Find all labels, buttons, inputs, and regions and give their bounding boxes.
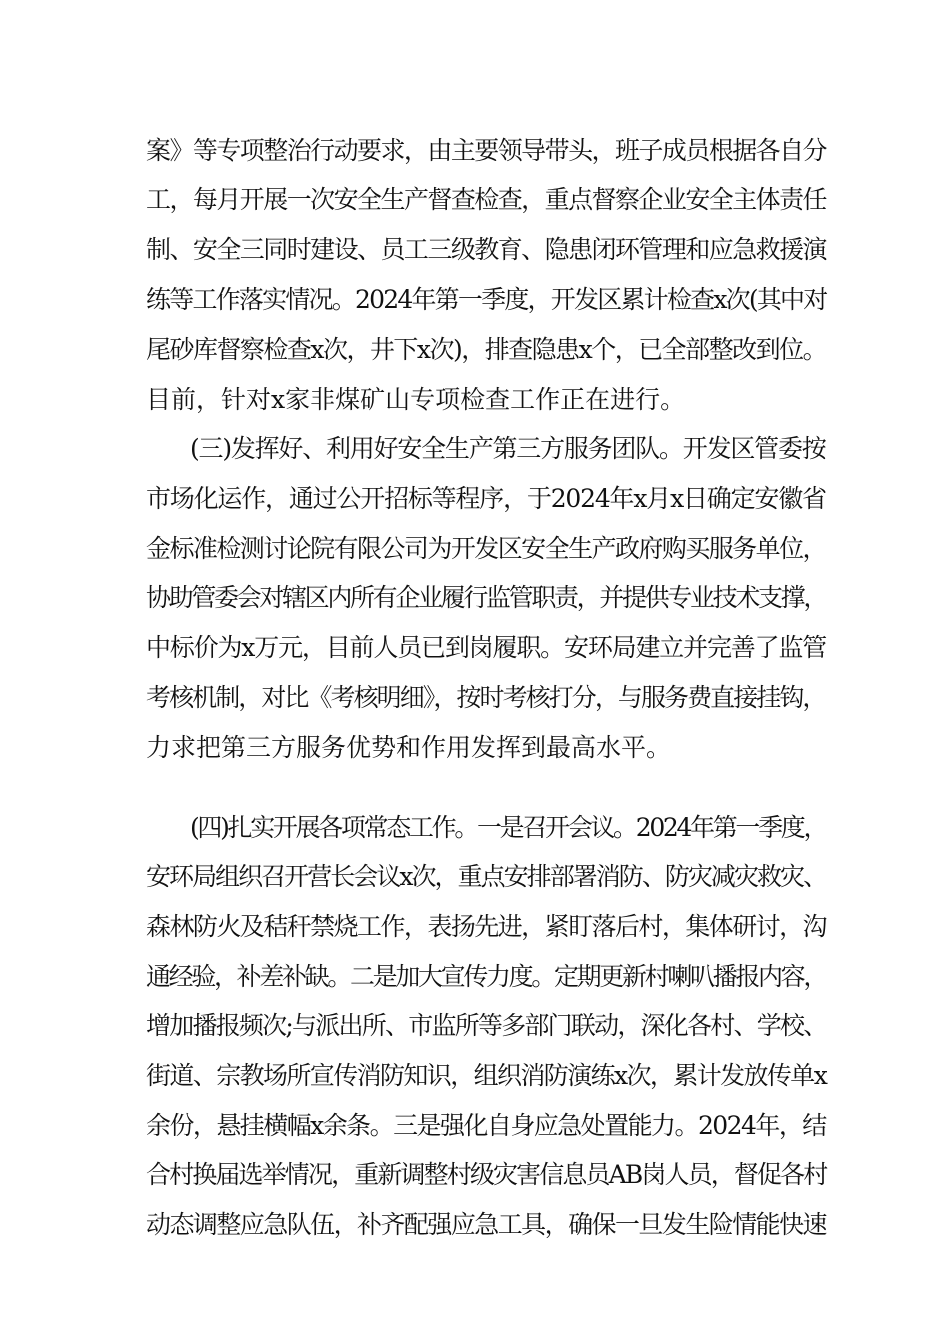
text-line-5: 尾砂库督察检查x次，井下x次)，排查隐患x个，已全部整改到位。 [146,335,827,364]
text-line-21: 合村换届选举情况，重新调整村级灾害信息员AB岗人员，督促各村 [146,1160,827,1189]
text-line-9: 金标准检测讨论院有限公司为开发区安全生产政府购买服务单位， [146,534,827,563]
text-line-13: 力求把第三方服务优势和作用发挥到最高水平。 [146,733,672,762]
text-line-7: (三)发挥好、利用好安全生产第三方服务团队。开发区管委按 [190,434,826,463]
text-line-19: 街道、宗教场所宣传消防知识，组织消防演练x次，累计发放传单x [146,1061,827,1090]
text-line-17: 通经验，补差补缺。二是加大宣传力度。定期更新村喇叭播报内容， [146,962,827,991]
text-line-14: (四)扎实开展各项常态工作。一是召开会议。2024年第一季度， [190,813,827,842]
text-line-8: 市场化运作，通过公开招标等程序，于2024年x月x日确定安徽省 [146,484,826,513]
text-line-15: 安环局组织召开营长会议x次，重点安排部署消防、防灾减灾救灾、 [146,862,827,891]
text-line-4: 练等工作落实情况。2024年第一季度，开发区累计检查x次(其中对 [146,285,827,314]
text-line-6: 目前，针对x家非煤矿山专项检查工作正在进行。 [146,385,686,414]
text-line-20: 余份，悬挂横幅x余条。三是强化自身应急处置能力。2024年，结 [146,1111,826,1140]
text-line-3: 制、安全三同时建设、员工三级教育、隐患闭环管理和应急救援演 [146,235,827,264]
text-line-10: 协助管委会对辖区内所有企业履行监管职责，并提供专业技术支撑， [146,583,827,612]
text-line-2: 工，每月开展一次安全生产督查检查，重点督察企业安全主体责任 [146,185,827,214]
text-line-11: 中标价为x万元，目前人员已到岗履职。安环局建立并完善了监管 [146,633,827,662]
text-line-22: 动态调整应急队伍，补齐配强应急工具，确保一旦发生险情能快速 [146,1210,827,1239]
text-line-16: 森林防火及秸秆禁烧工作，表扬先进，紧盯落后村，集体研讨，沟 [146,912,827,941]
text-line-1: 案》等专项整治行动要求，由主要领导带头，班子成员根据各自分 [146,136,827,165]
text-line-18: 增加播报频次;与派出所、市监所等多部门联动，深化各村、学校、 [146,1011,827,1040]
text-line-12: 考核机制，对比《考核明细》，按时考核打分，与服务费直接挂钩， [146,683,826,712]
